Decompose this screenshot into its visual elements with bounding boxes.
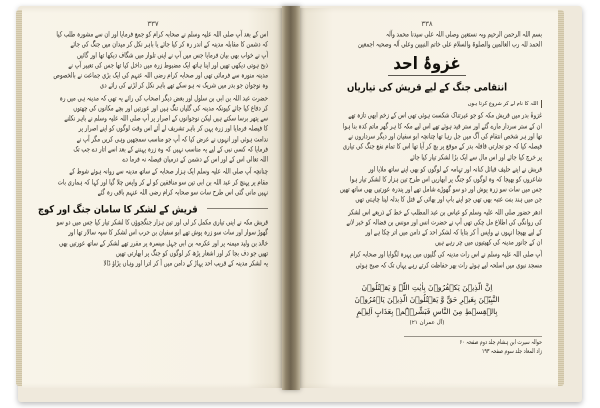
text-line: چنانچہ آپ صلی اللہ علیہ وسلم ایک ہزار صحابہ کے ساتھ مدینہ سے روانہ ہوئے شوط کے bbox=[69, 168, 268, 177]
book-spine bbox=[282, 6, 300, 390]
text-line: آپ نے خواب بھی بیان فرمایا جس میں آپ نے اپنی تلوار میں شگاف دیکھا تھا اور گائیں bbox=[77, 51, 268, 60]
text-line: غزوۂ بدر میں قریش مکہ کو جو عبرتناک شکست ہوئی تھی اس کے زخم ابھی تازہ تھے bbox=[348, 112, 542, 121]
text-line: گھوڑ سوار اور سات سو زرہ پوش تھے ابو سفیان بن حرب اس لشکر کا سپہ سالار تھا اور bbox=[68, 229, 268, 238]
text-line: کے لیے بھیجا انہوں نے واپس آ کر بتایا کہ لشکر احد کے دامن میں اتر چکا ہے اور bbox=[365, 229, 542, 238]
text-line: الحمد للہ رب العالمین والصلوۃ والسلام علی خاتم النبیین وعلی آلہ وصحبہ اجمعین bbox=[358, 41, 542, 50]
text-line: مقام پر پہنچ کر عبد اللہ بن ابی تین سو منافقین کو لے کر واپس چلا گیا اور کہا کہ ہماری بات bbox=[57, 178, 268, 187]
left-paragraph-4 bbox=[38, 219, 268, 268]
footnote-line: حوالہ سیرت ابن ہشام جلد دوم صفحہ ۶۰ bbox=[459, 339, 542, 347]
footnote-rule bbox=[404, 336, 542, 337]
right-paragraph-4 bbox=[312, 251, 542, 269]
text-line: اللہ تعالی اس کے اور اس کے دشمن کے درمیان فیصلہ نہ فرما دے bbox=[122, 156, 268, 165]
text-line: جن میں ہند بنت عتبہ بھی تھی جو اپنے باپ اور بھائی کے قتل کا بدلہ لینا چاہتی تھی bbox=[355, 196, 542, 205]
footnote-line: زاد المعاد جلد سوم صفحہ ۱۹۳ bbox=[481, 349, 542, 356]
left-page-folio: ٣٣٧ bbox=[147, 20, 159, 28]
text-line: کہ دشمن کا مقابلہ مدینہ کے اندر رہ کر کیا جائے یا باہر نکل کر میدان میں جنگ کی جائے bbox=[70, 41, 268, 50]
left-page bbox=[22, 8, 284, 388]
quran-line: النَّبِیّٖنَ بِغَیۡرِ حَقٍّ وَّ یَقۡتُلُوۡنَ الَّذِیۡنَ یَاۡمُرُوۡنَ bbox=[354, 294, 500, 304]
text-line: آپ صلی اللہ علیہ وسلم نے اس رات مدینہ کی گلیوں میں پہرہ لگوایا اور صحابہ کرام bbox=[350, 251, 542, 260]
text-line: شاعروں کو بھیجا کہ وہ لوگوں کو جنگ پر ابھاریں اس طرح تین ہزار کا لشکر تیار ہوا bbox=[349, 175, 542, 184]
quran-line: بِالۡقِسۡطِ مِنَ النَّاسِ فَبَشِّرۡہُمۡ بِعَذَابٍ اَلِیۡمٍ bbox=[356, 306, 498, 316]
text-line: جس میں سات سو زرہ پوش اور دو سو گھوڑے شامل تھے اور پندرہ عورتیں بھی ساتھ تھیں bbox=[339, 186, 542, 195]
right-paragraph-2 bbox=[312, 166, 542, 205]
left-paragraph-1 bbox=[38, 31, 268, 91]
text-line: کی روانگی کی اطلاع مل چکی تھی آپ نے حضرت انس اور مونس بن فضالہ کو خبر لانے bbox=[346, 218, 542, 227]
title-rule bbox=[388, 75, 466, 76]
left-paragraph-2 bbox=[38, 95, 268, 165]
margin-note: اللہ کا نام لے کر شروع کرتا ہوں bbox=[312, 100, 542, 108]
text-line: کا فیصلہ فرمایا اور زرہ پہن کر باہر تشریف لے آئے اس وقت لوگوں کو اپنے اصرار پر bbox=[78, 125, 268, 134]
text-line: قریش نے اپنے حلیف قبائل کنانہ اور تہامہ کے لوگوں کو بھی اپنے ساتھ ملایا اور bbox=[368, 165, 542, 174]
right-page-folio: ٣٣٨ bbox=[421, 20, 433, 28]
quran-reference: (آل عمران ۲۱) bbox=[409, 319, 445, 326]
footnote-block bbox=[312, 340, 542, 356]
text-line: مدینہ منورہ سے فرمائی تھی اور صحابہ کرام رضی اللہ عنہم کی ایک بڑی جماعت نے بالخصوص bbox=[53, 72, 268, 81]
text-line: تھا اور ہر شخص انتقام کی آگ میں جل رہا تھا چنانچہ ابو سفیان اور دیگر سرداروں نے bbox=[348, 132, 542, 141]
chapter-title: غزوۂ احد bbox=[393, 53, 461, 74]
text-line: کر دفاع کیا جائے کیونکہ مدینہ کی گلیاں تنگ ہیں اور عورتیں اور بچے مکانوں کی چھتوں bbox=[73, 104, 268, 113]
text-line: ذبح ہوتی دیکھی تھیں اور اپنا ہاتھ ایک مضبوط زرہ میں داخل کیا تھا جس کی تعبیر آپ نے bbox=[68, 61, 268, 70]
left-paragraph-3 bbox=[38, 168, 268, 197]
text-line: مسجد نبوی میں اسلحہ لیے ہوئے رات بھر حفاظت کرتے رہے یہاں تک کہ صبح ہوئی bbox=[355, 261, 542, 270]
text-line: فیصلہ کیا کہ جو تجارتی قافلہ بدر کے موقع پر بچ کر آیا تھا اس کا تمام نفع جنگ کی تیاری bbox=[342, 143, 542, 152]
text-line: ادھر حضور صلی اللہ علیہ وسلم کو عباس بن عبد المطلب کے خط کے ذریعے اس لشکر bbox=[348, 208, 542, 217]
text-line: فرمایا کہ کسی نبی کے لیے یہ مناسب نہیں کہ وہ زرہ پہننے کے بعد اسے اتار دے جب تک bbox=[73, 145, 268, 154]
text-line: ان کے ستر سردار مارے گئے اور ستر قید ہوئے تھے اس لیے مکہ کا ہر گھر ماتم کدہ بنا ہوا bbox=[342, 122, 542, 131]
quran-quotation bbox=[312, 278, 542, 330]
left-section-heading: قریش کے لشکر کا سامان جنگ اور کوچ bbox=[38, 202, 198, 215]
text-line: تھیں جو دف بجا کر اور اشعار پڑھ کر لوگوں کو جنگ پر ابھارتی تھیں bbox=[115, 249, 268, 258]
chapter-subheading: انتقامی جنگ کے لیے قریش کی تیاریاں bbox=[346, 82, 508, 95]
text-line: ان کے جانور مدینہ کی کھیتیوں میں چر رہے ہیں bbox=[435, 239, 542, 248]
text-line: سے پتھر برسا سکتے ہیں لیکن نوجوانوں کے اصرار پر آپ صلی اللہ علیہ وسلم نے باہر نکلنے bbox=[64, 114, 268, 124]
right-paragraph-1 bbox=[312, 112, 542, 161]
text-line: بسم اللہ الرحمن الرحیم وبہ نستعین وصلی اللہ علی سیدنا محمد وآلہ bbox=[385, 30, 542, 40]
heading-rule bbox=[207, 208, 268, 209]
text-line: نہیں مانی گئی اس طرح سات سو صحابہ کرام رضی اللہ عنہم باقی رہ گئے bbox=[97, 188, 268, 197]
page-edge-right bbox=[558, 10, 564, 386]
text-line: قریش مکہ نے اپنی تیاری مکمل کر لی اور تین ہزار جنگجوؤں کا لشکر تیار کیا جس میں دو سو bbox=[56, 218, 268, 227]
right-paragraph-3 bbox=[312, 209, 542, 248]
quran-line: اِنَّ الَّذِیۡنَ یَکۡفُرُوۡنَ بِاٰیٰتِ اللّٰہِ وَ یَقۡتُلُوۡنَ bbox=[361, 282, 493, 292]
text-line: یہ لشکر مدینہ کے قریب احد پہاڑ کے دامن میں آ کر اترا اور وہاں پڑاؤ ڈالا bbox=[103, 259, 268, 269]
text-line: ندامت ہوئی اور انہوں نے عرض کیا کہ آپ جو مناسب سمجھیں وہی کریں مگر آپ نے bbox=[76, 135, 268, 144]
left-section-heading-row bbox=[38, 203, 268, 215]
text-line: حضرت عبد اللہ بن ابی بن سلول اور بعض دیگر اصحاب کی رائے یہ تھی کہ مدینہ ہی میں رہ bbox=[59, 94, 268, 103]
right-page bbox=[296, 8, 558, 388]
text-line: پر خرچ کیا جائے اور اس مال سے ایک بڑا لشکر تیار کیا جائے bbox=[410, 153, 542, 162]
text-line: وہ نوجوان جو بدر میں شریک نہ ہو سکے تھے باہر نکل کر لڑنے کی رائے دی bbox=[99, 82, 268, 91]
text-line: خالد بن ولید میمنہ پر اور عکرمہ بن ابی جہل میسرہ پر مقرر تھے لشکر کے ساتھ عورتیں بھی bbox=[59, 239, 268, 248]
text-line: اس کے بعد آپ صلی اللہ علیہ وسلم نے صحابہ کرام کو جمع فرمایا اور ان سے مشورہ طلب کیا bbox=[56, 30, 268, 40]
